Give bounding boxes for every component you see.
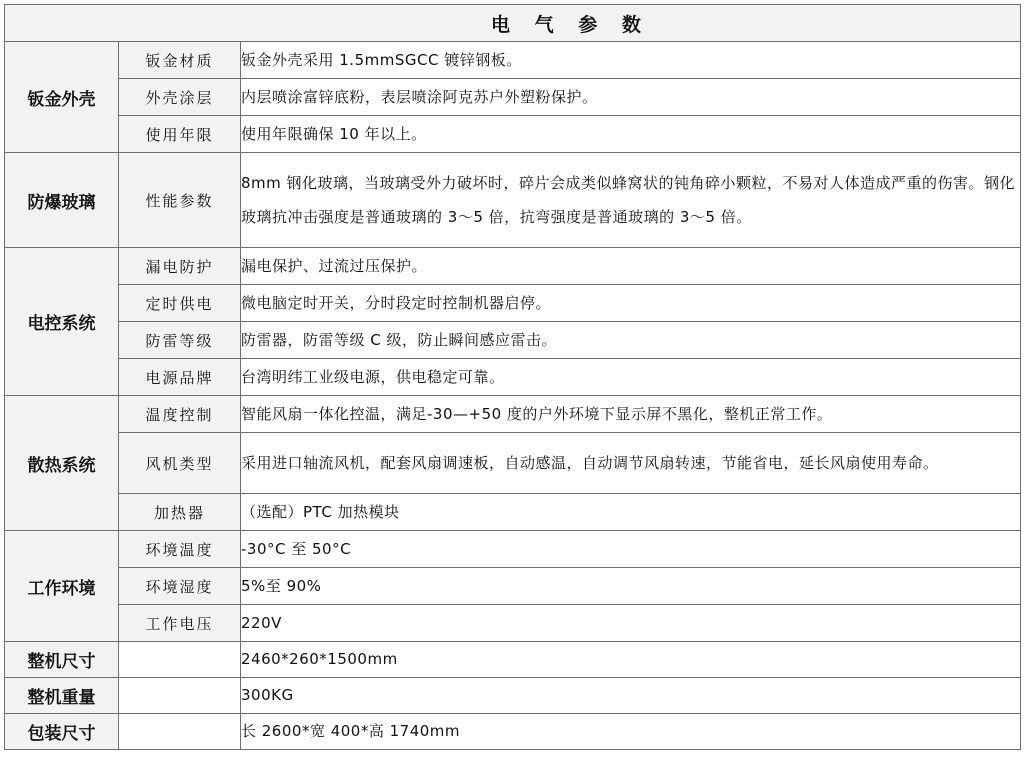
group-label: 整机尺寸 <box>5 642 119 678</box>
param-label: 钣金材质 <box>119 42 241 79</box>
table-title: 电 气 参 数 <box>5 5 1021 42</box>
table-row <box>5 714 1021 750</box>
param-label: 风机类型 <box>119 433 241 494</box>
param-label: 电源品牌 <box>119 359 241 396</box>
table-row <box>5 359 1021 396</box>
param-value: 采用进口轴流风机，配套风扇调速板，自动感温，自动调节风扇转速，节能省电，延长风扇使用寿命。 <box>241 433 1021 494</box>
table-row <box>5 642 1021 678</box>
table-row <box>5 605 1021 642</box>
param-value: 智能风扇一体化控温，满足-30—+50 度的户外环境下显示屏不黑化，整机正常工作。 <box>241 396 1021 433</box>
param-label: 温度控制 <box>119 396 241 433</box>
param-label: 使用年限 <box>119 116 241 153</box>
table-row <box>5 79 1021 116</box>
param-label: 定时供电 <box>119 285 241 322</box>
group-label: 包装尺寸 <box>5 714 119 750</box>
table-row <box>5 494 1021 531</box>
param-value: 300KG <box>241 678 1021 714</box>
param-value: 漏电保护、过流过压保护。 <box>241 248 1021 285</box>
group-label: 整机重量 <box>5 678 119 714</box>
title-row <box>5 5 1021 42</box>
table-row <box>5 678 1021 714</box>
param-value: （选配）PTC 加热模块 <box>241 494 1021 531</box>
group-label: 电控系统 <box>5 248 119 396</box>
group-label: 钣金外壳 <box>5 42 119 153</box>
table-row <box>5 531 1021 568</box>
param-label: 防雷等级 <box>119 322 241 359</box>
table-row <box>5 42 1021 79</box>
table-row <box>5 568 1021 605</box>
param-value: 5%至 90% <box>241 568 1021 605</box>
param-label: 外壳涂层 <box>119 79 241 116</box>
empty-cell <box>119 678 241 714</box>
param-label: 环境温度 <box>119 531 241 568</box>
param-label: 漏电防护 <box>119 248 241 285</box>
param-value: 内层喷涂富锌底粉，表层喷涂阿克苏户外塑粉保护。 <box>241 79 1021 116</box>
param-value: 钣金外壳采用 1.5mmSGCC 镀锌钢板。 <box>241 42 1021 79</box>
table-row <box>5 153 1021 248</box>
spec-table <box>4 4 1021 750</box>
table-row <box>5 433 1021 494</box>
param-value: 使用年限确保 10 年以上。 <box>241 116 1021 153</box>
param-label: 环境湿度 <box>119 568 241 605</box>
table-row <box>5 322 1021 359</box>
param-value: 台湾明纬工业级电源，供电稳定可靠。 <box>241 359 1021 396</box>
param-label: 工作电压 <box>119 605 241 642</box>
group-label: 工作环境 <box>5 531 119 642</box>
group-label: 防爆玻璃 <box>5 153 119 248</box>
param-value: 8mm 钢化玻璃，当玻璃受外力破坏时，碎片会成类似蜂窝状的钝角碎小颗粒，不易对人体造成严重的伤害。钢化玻璃抗冲击强度是普通玻璃的 3～5 倍，抗弯强度是普通玻璃的 3～5 倍。 <box>241 153 1021 248</box>
param-label: 加热器 <box>119 494 241 531</box>
param-value: -30°C 至 50°C <box>241 531 1021 568</box>
param-value: 220V <box>241 605 1021 642</box>
empty-cell <box>119 642 241 678</box>
param-label: 性能参数 <box>119 153 241 248</box>
group-label: 散热系统 <box>5 396 119 531</box>
param-value: 微电脑定时开关，分时段定时控制机器启停。 <box>241 285 1021 322</box>
param-value: 2460*260*1500mm <box>241 642 1021 678</box>
param-value: 防雷器，防雷等级 C 级，防止瞬间感应雷击。 <box>241 322 1021 359</box>
empty-cell <box>119 714 241 750</box>
table-row <box>5 116 1021 153</box>
table-row <box>5 285 1021 322</box>
table-row <box>5 396 1021 433</box>
table-row <box>5 248 1021 285</box>
param-value: 长 2600*宽 400*高 1740mm <box>241 714 1021 750</box>
